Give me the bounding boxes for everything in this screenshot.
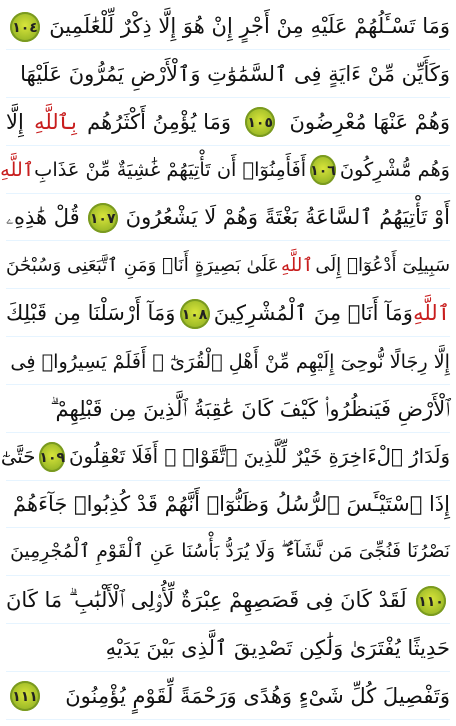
ayah-number: ١٠٧ [89, 210, 116, 227]
verse-text: حَدِيثًا يُفْتَرَىٰ وَلَٰكِن تَصْدِيقَ ٱلَّذِى بَيْنَ يَدَيْهِ [105, 635, 450, 660]
verse-line [6, 243, 450, 289]
ayah-number-marker [10, 12, 40, 42]
verse-line [0, 148, 450, 194]
verse-text: وَكَأَيِّن مِّنْ ءَايَةٍ فِى ٱلسَّمَٰوَٰتِ وَٱلْأَرْضِ يَمُرُّونَ عَلَيْهَا [20, 61, 450, 86]
ayah-number-marker [10, 681, 40, 711]
verse-text: وَلَدَارُ ٱلْءَاخِرَةِ خَيْرٌ لِّلَّذِينَ ٱتَّقَوْا۟ ۗ أَفَلَا تَعْقِلُونَ [69, 445, 450, 469]
verse-text: أَفَأَمِنُوٓا۟ أَن تَأْتِيَهُمْ غَٰشِيَةٌ مِّنْ عَذَابِ [34, 158, 307, 182]
verse-text: سَبِيلِىٓ أَدْعُوٓا۟ إِلَى [315, 254, 450, 276]
ayah-number: ١١١ [12, 689, 38, 706]
verse-text: ٱلْأَرْضِ فَيَنظُرُوا۟ كَيْفَ كَانَ عَٰقِبَةُ ٱلَّذِينَ مِن قَبْلِهِمْ ۗ [50, 396, 450, 421]
verse-line [6, 4, 450, 50]
verse-line [6, 578, 450, 624]
verse-text: وَهُم مُّشْرِكُونَ [339, 158, 450, 182]
ayah-number-marker [39, 442, 65, 472]
ayah-number: ١٠٦ [310, 163, 336, 180]
verse-line [6, 626, 450, 672]
verse-text: إِلَّا رِجَالًا نُّوحِىٓ إِلَيْهِم مِّنْ أَهْلِ ٱلْقُرَىٰٓ ۗ أَفَلَمْ يَسِيرُوا۟ فِى [10, 349, 450, 373]
verse-text: أَوْ تَأْتِيَهُمُ ٱلسَّاعَةُ بَغْتَةً وَهُمْ لَا يَشْعُرُونَ [125, 205, 450, 230]
verse-line [6, 674, 450, 720]
ayah-number-marker [88, 203, 118, 233]
verse-text: وَهُمْ عَنْهَا مُعْرِضُونَ [289, 109, 450, 134]
ayah-number: ١٠٩ [39, 450, 66, 467]
verse-text: وَتَفْصِيلَ كُلِّ شَىْءٍ وَهُدًى وَرَحْمَةً لِّقَوْمٍ يُؤْمِنُونَ [65, 683, 450, 708]
divine-name-text: ٱللَّهِ [280, 254, 314, 276]
verse-text: إِلَّا [6, 109, 24, 134]
ayah-number: ١٠٤ [12, 19, 38, 36]
divine-name-text: بِٱللَّهِ [34, 109, 77, 134]
verse-line [6, 100, 450, 146]
ayah-number-marker [310, 155, 336, 185]
verse-text: عَلَىٰ بَصِيرَةٍ أَنَا۠ وَمَنِ ٱتَّبَعَنِى وَسُبْحَٰنَ [6, 254, 279, 276]
ayah-number: ١٠٥ [247, 115, 274, 132]
ayah-number-marker [416, 586, 446, 616]
verse-text: لَقَدْ كَانَ فِى قَصَصِهِمْ عِبْرَةٌ لِّأُو۟لِى ٱلْأَلْبَٰبِ ۗ مَا كَانَ [6, 588, 407, 613]
ayah-number: ١١٠ [418, 593, 444, 610]
verse-text: وَمَا تَسْـَٔلُهُمْ عَلَيْهِ مِنْ أَجْرٍ إِنْ هُوَ إِلَّا ذِكْرٌ لِّلْعَٰلَمِينَ [49, 14, 450, 38]
verse-text: وَمَآ أَرْسَلْنَا مِن قَبْلِكَ [6, 301, 176, 326]
verse-line [6, 387, 450, 433]
verse-text: وَمَآ أَنَا۠ مِنَ ٱلْمُشْرِكِينَ [213, 301, 413, 326]
verse-text: قُلْ هَٰذِهِۦ [6, 205, 80, 230]
verse-line [6, 291, 450, 337]
verse-text: حَتَّىٰٓ [0, 445, 36, 469]
verse-text: إِذَا ٱسْتَيْـَٔسَ ٱلرُّسُلُ وَظَنُّوٓا۟ أَنَّهُمْ قَدْ كُذِبُوا۟ جَآءَهُمْ [13, 492, 450, 517]
verse-text: نَصْرُنَا فَنُجِّىَ مَن نَّشَآءُ ۖ وَلَا يُرَدُّ بَأْسُنَا عَنِ ٱلْقَوْمِ ٱلْمُجْرِمِينَ [10, 541, 450, 563]
verse-line [0, 435, 450, 481]
verse-text: وَمَا يُؤْمِنُ أَكْثَرُهُم [87, 109, 231, 134]
verse-line [6, 339, 450, 385]
ayah-number-marker [180, 299, 210, 329]
ayah-number: ١٠٨ [181, 306, 208, 323]
verse-lines [0, 4, 450, 720]
verse-line [6, 52, 450, 98]
verse-line [6, 482, 450, 528]
divine-name-text: ٱللَّهِ [413, 301, 450, 326]
verse-line [6, 195, 450, 241]
ayah-number-marker [245, 107, 275, 137]
verse-line [6, 530, 450, 576]
divine-name-text: ٱللَّهِ [0, 158, 35, 182]
